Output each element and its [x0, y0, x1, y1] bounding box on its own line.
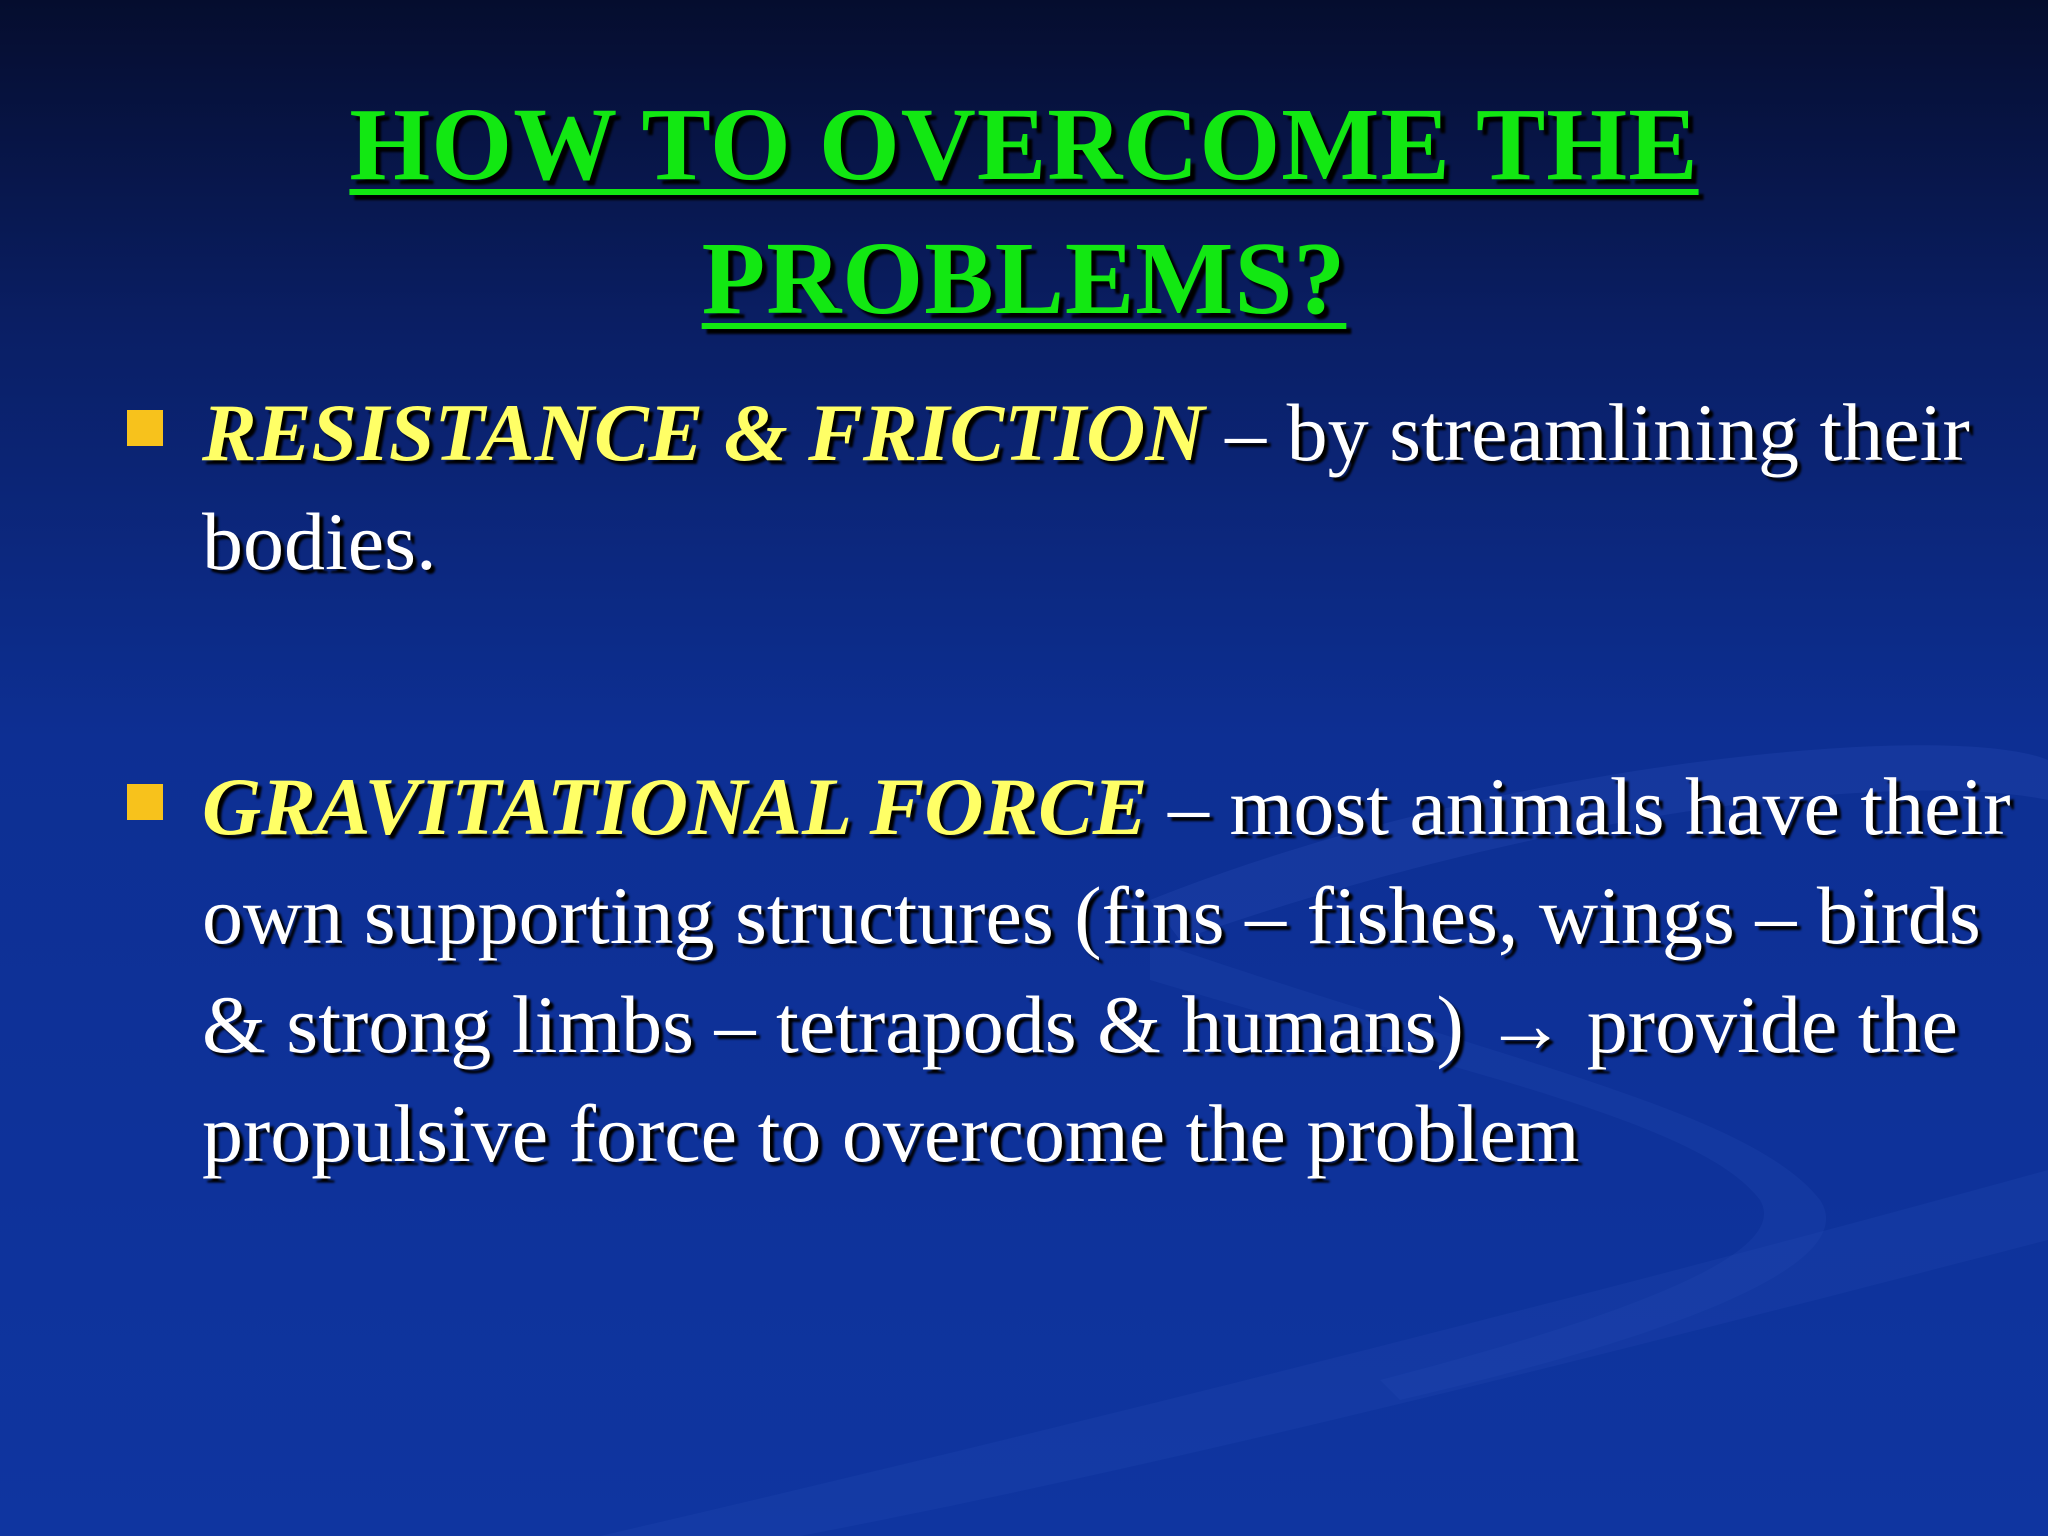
bullet-term: RESISTANCE & FRICTION — [202, 387, 1205, 478]
slide-title — [0, 78, 2048, 346]
bullet-term: GRAVITATIONAL FORCE — [202, 761, 1148, 852]
bullet-text — [202, 378, 2022, 596]
square-bullet-icon — [127, 784, 163, 820]
square-bullet-icon — [127, 410, 163, 446]
slide-title-line-1: HOW TO OVERCOME THE — [349, 87, 1699, 202]
bullet-description: – by streamlining their bodies. — [202, 387, 1970, 587]
bullet-description: – most animals have their own supporting structures (fins – fishes, wings – birds & strong limbs – tetrapods & humans) → provide the propulsive force to overcome the problem — [202, 761, 2011, 1179]
bullet-text — [202, 752, 2022, 1188]
slide-title-line-2: PROBLEMS? — [701, 221, 1347, 336]
